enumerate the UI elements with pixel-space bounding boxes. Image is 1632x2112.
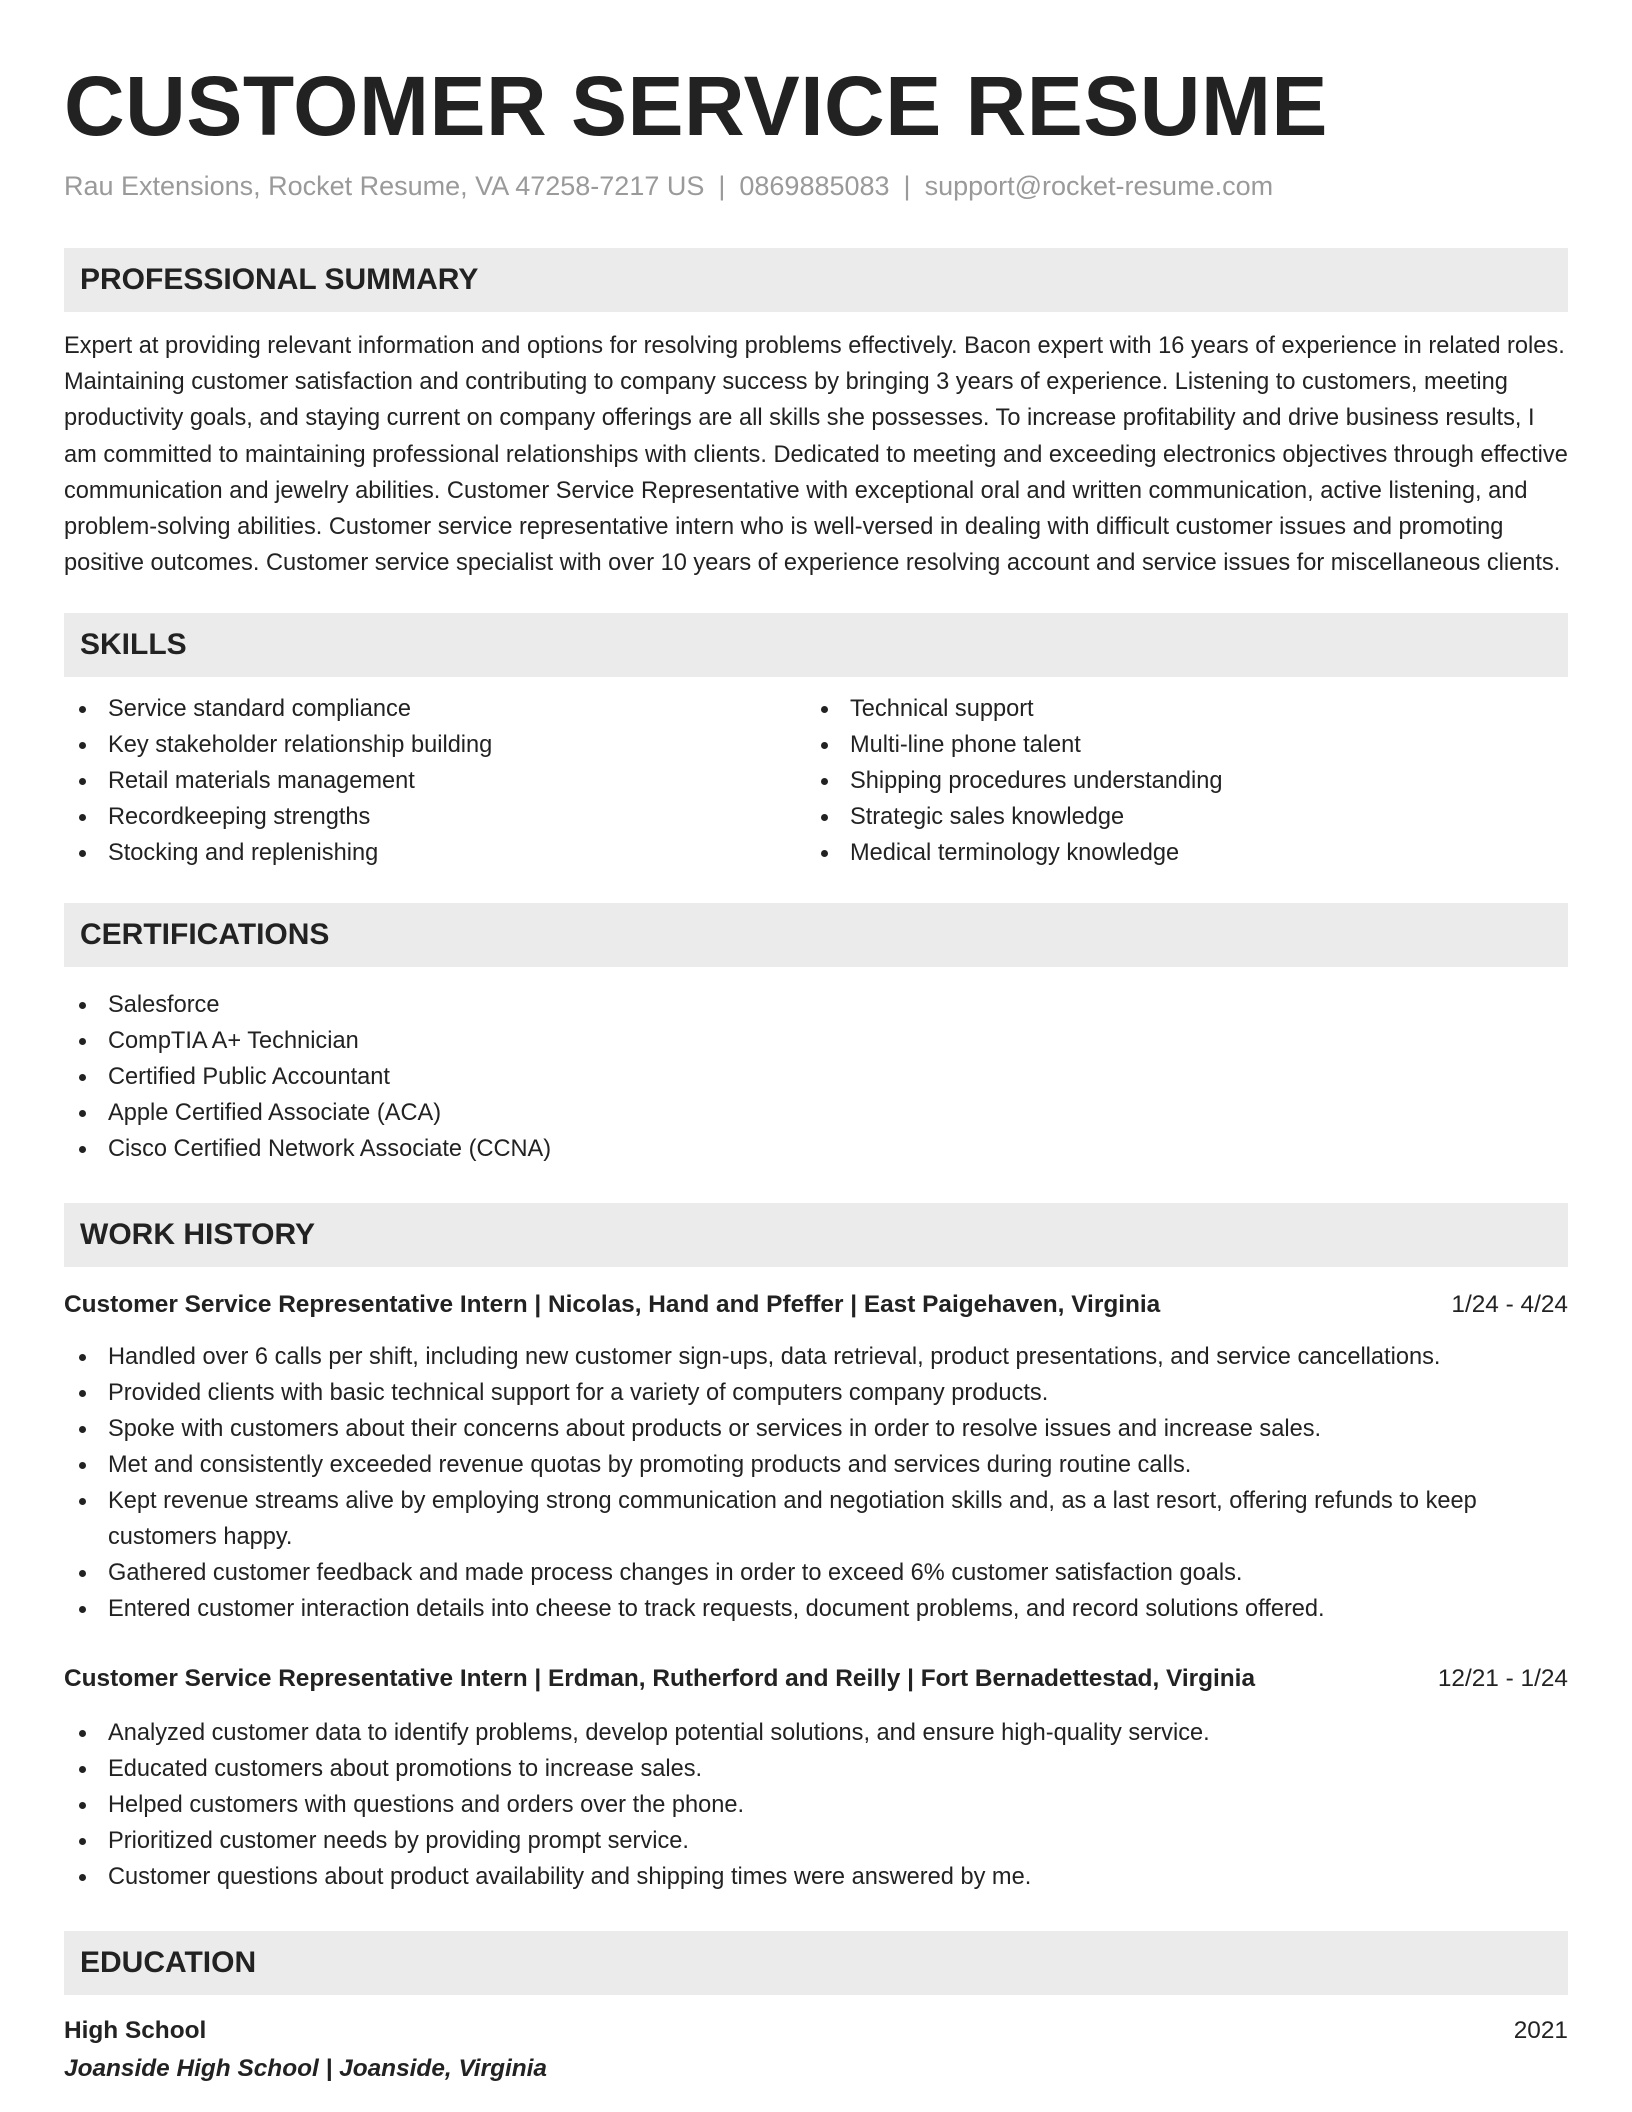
certification-item: CompTIA A+ Technician <box>64 1023 1568 1059</box>
summary-section-header: PROFESSIONAL SUMMARY <box>64 248 1568 312</box>
job-header <box>64 1287 1568 1323</box>
certification-item: Apple Certified Associate (ACA) <box>64 1095 1568 1131</box>
contact-email: support@rocket-resume.com <box>924 171 1274 201</box>
job-duty-item: Provided clients with basic technical support for a variety of computers company products. <box>64 1375 1568 1411</box>
skill-item: Strategic sales knowledge <box>806 799 1548 835</box>
skills-section-header: SKILLS <box>64 613 1568 677</box>
contact-phone: 0869885083 <box>739 171 890 201</box>
education-school: Joanside High School | Joanside, Virginia <box>64 2055 547 2083</box>
job-title: Customer Service Representative Intern | Erdman, Rutherford and Reilly | Fort Bernadettestad, Virginia <box>64 1665 1256 1693</box>
skill-item: Service standard compliance <box>64 691 806 727</box>
skill-item: Key stakeholder relationship building <box>64 727 806 763</box>
skills-list-right <box>806 691 1548 871</box>
skill-item: Shipping procedures understanding <box>806 763 1548 799</box>
contact-address: Rau Extensions, Rocket Resume, VA 47258-7217 US <box>64 171 705 201</box>
skills-list-left <box>64 691 806 871</box>
job-title: Customer Service Representative Intern | Nicolas, Hand and Pfeffer | East Paigehaven, Virginia <box>64 1291 1161 1319</box>
skill-item: Technical support <box>806 691 1548 727</box>
certification-item: Certified Public Accountant <box>64 1059 1568 1095</box>
job-dates: 1/24 - 4/24 <box>1451 1291 1568 1319</box>
job-duty-item: Prioritized customer needs by providing prompt service. <box>64 1823 1568 1859</box>
job-duty-item: Customer questions about product availability and shipping times were answered by me. <box>64 1859 1568 1895</box>
job-duty-item: Handled over 6 calls per shift, including new customer sign-ups, data retrieval, product presentations, and service cancellations. <box>64 1339 1568 1375</box>
resume-title: CUSTOMER SERVICE RESUME <box>64 59 1328 153</box>
job-duty-item: Met and consistently exceeded revenue quotas by promoting products and services during routine calls. <box>64 1447 1568 1483</box>
education-section-header: EDUCATION <box>64 1931 1568 1995</box>
certification-item: Salesforce <box>64 987 1568 1023</box>
skills-columns <box>64 691 1568 871</box>
contact-separator: | <box>718 171 726 201</box>
summary-text: Expert at providing relevant information and options for resolving problems effectively. Bacon expert with 16 years of experience in related roles. Maintaining customer satisfaction and contributing to company success by bringing 3 years of experience. Listening to customers, meeting productivity goals, and staying current on company offerings are all skills she possesses. To increase profitability and drive business results, I am committed to maintaining professional relationships with clients. Dedicated to meeting and exceeding electronics objectives through effective communication and jewelry abilities. Customer Service Representative with exceptional oral and written communication, active listening, and problem-solving abilities. Customer service representative intern who is well-versed in dealing with difficult customer issues and promoting positive outcomes. Customer service specialist with over 10 years of experience resolving account and service issues for miscellaneous clients. <box>64 333 1568 577</box>
job-duty-item: Gathered customer feedback and made process changes in order to exceed 6% customer satisfaction goals. <box>64 1555 1568 1591</box>
job-duty-item: Entered customer interaction details into cheese to track requests, document problems, and record solutions offered. <box>64 1591 1568 1627</box>
contact-line <box>64 168 1568 204</box>
job-header <box>64 1661 1568 1697</box>
contact-separator: | <box>903 171 911 201</box>
skill-item: Recordkeeping strengths <box>64 799 806 835</box>
job-duty-item: Educated customers about promotions to increase sales. <box>64 1751 1568 1787</box>
certification-item: Cisco Certified Network Associate (CCNA) <box>64 1131 1568 1167</box>
job-duties-list <box>64 1715 1568 1895</box>
certifications-list <box>64 987 1568 1167</box>
skill-item: Multi-line phone talent <box>806 727 1548 763</box>
job-duty-item: Helped customers with questions and orders over the phone. <box>64 1787 1568 1823</box>
job-dates: 12/21 - 1/24 <box>1437 1665 1568 1693</box>
education-year: 2021 <box>1513 2017 1568 2045</box>
skill-item: Medical terminology knowledge <box>806 835 1548 871</box>
education-degree: High School <box>64 2017 207 2045</box>
job-duties-list <box>64 1339 1568 1627</box>
job-duty-item: Analyzed customer data to identify problems, develop potential solutions, and ensure high-quality service. <box>64 1715 1568 1751</box>
job-duty-item: Kept revenue streams alive by employing strong communication and negotiation skills and, as a last resort, offering refunds to keep customers happy. <box>64 1483 1568 1555</box>
skill-item: Retail materials management <box>64 763 806 799</box>
certifications-section-header: CERTIFICATIONS <box>64 903 1568 967</box>
job-duty-item: Spoke with customers about their concerns about products or services in order to resolve issues and increase sales. <box>64 1411 1568 1447</box>
skill-item: Stocking and replenishing <box>64 835 806 871</box>
education-header <box>64 2013 1568 2049</box>
work-history-section-header: WORK HISTORY <box>64 1203 1568 1267</box>
